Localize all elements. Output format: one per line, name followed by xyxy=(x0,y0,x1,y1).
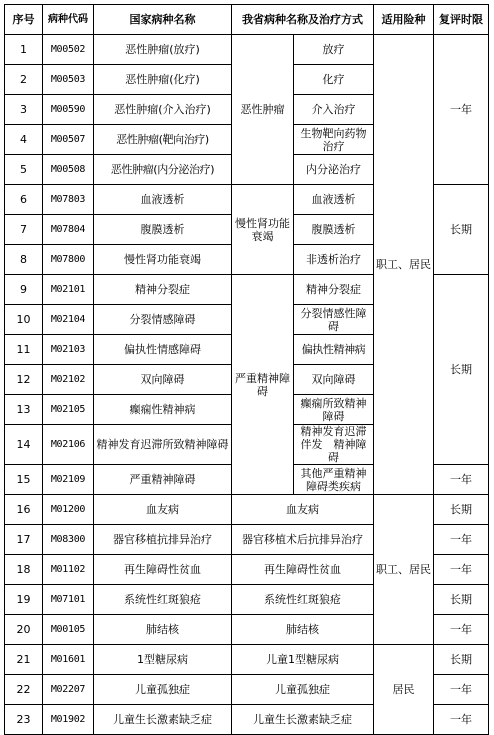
table-row xyxy=(5,495,489,525)
row-national-name: 精神分裂症 xyxy=(94,275,232,305)
row-code: M02207 xyxy=(43,675,94,705)
review-period: 一年 xyxy=(434,35,489,185)
review-period: 长期 xyxy=(434,495,489,525)
row-no: 1 xyxy=(5,35,43,65)
row-treatment: 腹膜透析 xyxy=(294,215,374,245)
row-national-name: 恶性肿瘤(靶向治疗) xyxy=(94,125,232,155)
row-code: M00502 xyxy=(43,35,94,65)
row-code: M02106 xyxy=(43,425,94,465)
row-national-name: 1型糖尿病 xyxy=(94,645,232,675)
row-national-name: 恶性肿瘤(介入治疗) xyxy=(94,95,232,125)
row-treatment: 内分泌治疗 xyxy=(294,155,374,185)
row-no: 5 xyxy=(5,155,43,185)
row-treatment: 生物靶向药物治疗 xyxy=(294,125,374,155)
chronic-disease-table xyxy=(4,4,489,735)
row-province-name: 再生障碍性贫血 xyxy=(232,555,374,585)
row-no: 4 xyxy=(5,125,43,155)
row-no: 16 xyxy=(5,495,43,525)
row-national-name: 双向障碍 xyxy=(94,365,232,395)
row-no: 2 xyxy=(5,65,43,95)
row-national-name: 血友病 xyxy=(94,495,232,525)
row-no: 3 xyxy=(5,95,43,125)
row-no: 12 xyxy=(5,365,43,395)
row-treatment: 偏执性精神病 xyxy=(294,335,374,365)
row-province-name: 肺结核 xyxy=(232,615,374,645)
review-period: 长期 xyxy=(434,275,489,465)
row-code: M02104 xyxy=(43,305,94,335)
row-code: M01200 xyxy=(43,495,94,525)
row-code: M02105 xyxy=(43,395,94,425)
row-national-name: 癫痫性精神病 xyxy=(94,395,232,425)
table-row xyxy=(5,35,489,65)
insurance-workers-residents: 职工、居民 xyxy=(374,495,434,645)
row-treatment: 血液透析 xyxy=(294,185,374,215)
row-province-name: 血友病 xyxy=(232,495,374,525)
row-treatment: 化疗 xyxy=(294,65,374,95)
row-no: 23 xyxy=(5,705,43,735)
row-code: M00105 xyxy=(43,615,94,645)
insurance-residents: 居民 xyxy=(374,645,434,735)
row-national-name: 血液透析 xyxy=(94,185,232,215)
row-no: 13 xyxy=(5,395,43,425)
header-row xyxy=(5,5,489,35)
row-national-name: 恶性肿瘤(内分泌治疗) xyxy=(94,155,232,185)
row-code: M07804 xyxy=(43,215,94,245)
review-period: 长期 xyxy=(434,645,489,675)
review-period: 长期 xyxy=(434,185,489,275)
row-no: 7 xyxy=(5,215,43,245)
table-row xyxy=(5,645,489,675)
review-period: 一年 xyxy=(434,555,489,585)
row-province-name: 儿童生长激素缺乏症 xyxy=(232,705,374,735)
group-renal: 慢性肾功能衰竭 xyxy=(232,185,294,275)
row-code: M07803 xyxy=(43,185,94,215)
header-province-name: 我省病种名称及治疗方式 xyxy=(232,5,374,35)
row-national-name: 儿童生长激素缺乏症 xyxy=(94,705,232,735)
row-province-name: 器官移植术后抗排异治疗 xyxy=(232,525,374,555)
row-national-name: 偏执性情感障碍 xyxy=(94,335,232,365)
row-national-name: 儿童孤独症 xyxy=(94,675,232,705)
row-code: M07101 xyxy=(43,585,94,615)
header-insurance: 适用险种 xyxy=(374,5,434,35)
row-national-name: 再生障碍性贫血 xyxy=(94,555,232,585)
row-no: 19 xyxy=(5,585,43,615)
row-province-name: 儿童1型糖尿病 xyxy=(232,645,374,675)
row-treatment: 介入治疗 xyxy=(294,95,374,125)
row-treatment: 分裂情感性障碍 xyxy=(294,305,374,335)
review-period: 一年 xyxy=(434,465,489,495)
row-treatment: 放疗 xyxy=(294,35,374,65)
row-code: M08300 xyxy=(43,525,94,555)
row-code: M00590 xyxy=(43,95,94,125)
row-no: 15 xyxy=(5,465,43,495)
row-no: 6 xyxy=(5,185,43,215)
review-period: 一年 xyxy=(434,615,489,645)
row-no: 20 xyxy=(5,615,43,645)
row-national-name: 腹膜透析 xyxy=(94,215,232,245)
header-review: 复评时限 xyxy=(434,5,489,35)
insurance-workers-residents: 职工、居民 xyxy=(374,35,434,495)
review-period: 一年 xyxy=(434,525,489,555)
review-period: 一年 xyxy=(434,675,489,705)
row-national-name: 器官移植抗排异治疗 xyxy=(94,525,232,555)
row-national-name: 分裂情感障碍 xyxy=(94,305,232,335)
row-code: M01102 xyxy=(43,555,94,585)
group-mental: 严重精神障碍 xyxy=(232,275,294,495)
header-code: 病种代码 xyxy=(43,5,94,35)
row-code: M00507 xyxy=(43,125,94,155)
row-code: M01601 xyxy=(43,645,94,675)
row-code: M02103 xyxy=(43,335,94,365)
row-treatment: 双向障碍 xyxy=(294,365,374,395)
review-period: 长期 xyxy=(434,585,489,615)
row-province-name: 儿童孤独症 xyxy=(232,675,374,705)
row-no: 21 xyxy=(5,645,43,675)
row-code: M00508 xyxy=(43,155,94,185)
row-national-name: 严重精神障碍 xyxy=(94,465,232,495)
row-no: 22 xyxy=(5,675,43,705)
header-national-name: 国家病种名称 xyxy=(94,5,232,35)
row-treatment: 癫痫所致精神障碍 xyxy=(294,395,374,425)
row-no: 11 xyxy=(5,335,43,365)
row-code: M02102 xyxy=(43,365,94,395)
group-tumor: 恶性肿瘤 xyxy=(232,35,294,185)
row-no: 18 xyxy=(5,555,43,585)
header-no: 序号 xyxy=(5,5,43,35)
row-code: M02101 xyxy=(43,275,94,305)
row-code: M01902 xyxy=(43,705,94,735)
row-province-name: 系统性红斑狼疮 xyxy=(232,585,374,615)
row-national-name: 恶性肿瘤(化疗) xyxy=(94,65,232,95)
row-no: 9 xyxy=(5,275,43,305)
row-treatment: 精神发育迟滞伴发 精神障碍 xyxy=(294,425,374,465)
row-national-name: 精神发育迟滞所致精神障碍 xyxy=(94,425,232,465)
row-no: 14 xyxy=(5,425,43,465)
row-no: 8 xyxy=(5,245,43,275)
row-national-name: 肺结核 xyxy=(94,615,232,645)
row-no: 17 xyxy=(5,525,43,555)
row-treatment: 精神分裂症 xyxy=(294,275,374,305)
row-national-name: 慢性肾功能衰竭 xyxy=(94,245,232,275)
row-code: M02109 xyxy=(43,465,94,495)
row-no: 10 xyxy=(5,305,43,335)
row-national-name: 系统性红斑狼疮 xyxy=(94,585,232,615)
row-treatment: 非透析治疗 xyxy=(294,245,374,275)
row-code: M07800 xyxy=(43,245,94,275)
review-period: 一年 xyxy=(434,705,489,735)
row-treatment: 其他严重精神障碍类疾病 xyxy=(294,465,374,495)
row-code: M00503 xyxy=(43,65,94,95)
row-national-name: 恶性肿瘤(放疗) xyxy=(94,35,232,65)
